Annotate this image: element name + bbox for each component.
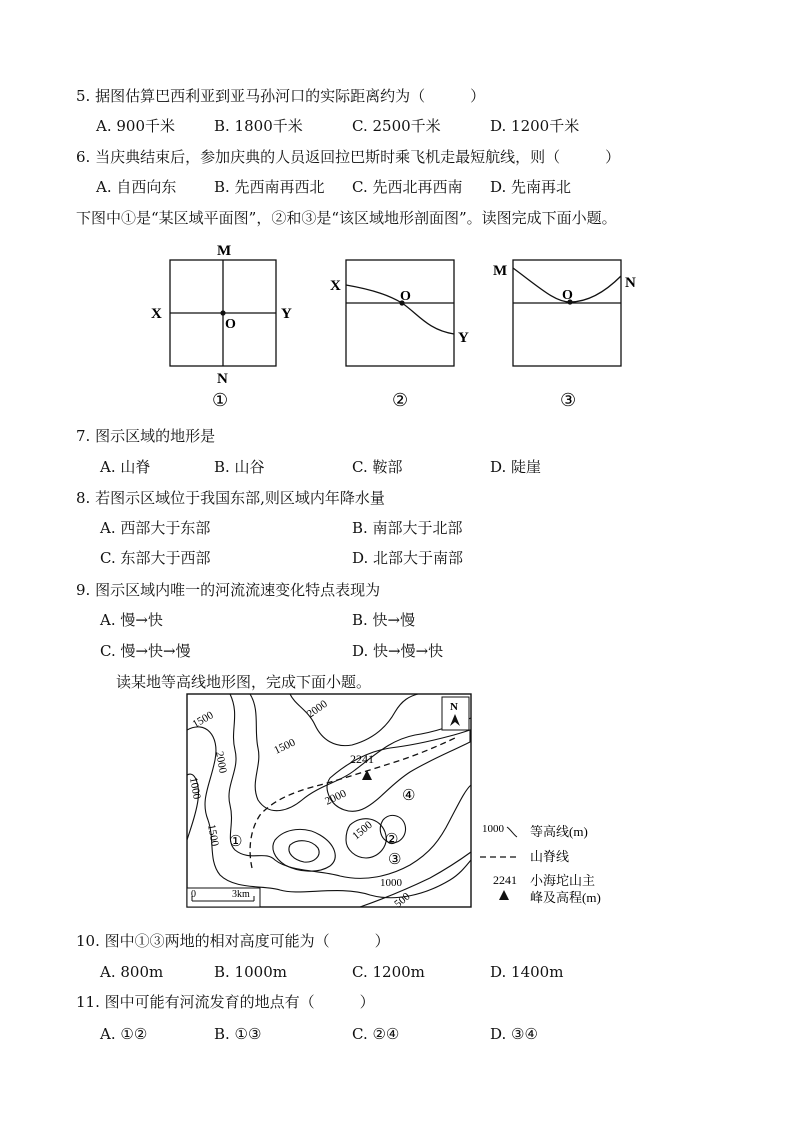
contour-label: 1000 — [187, 776, 203, 801]
q9-option-b: B. 快→慢 — [352, 611, 416, 629]
p2-label-right: Y — [458, 330, 469, 346]
q11-option-d: D. ③④ — [490, 1025, 538, 1043]
point-1: ① — [229, 834, 243, 850]
contour-label: 1500 — [190, 709, 216, 731]
q8-option-b: B. 南部大于北部 — [352, 519, 463, 537]
q8-option-d: D. 北部大于南部 — [352, 549, 464, 567]
contour-map — [180, 690, 620, 920]
p2-label-left: X — [330, 278, 341, 294]
map-legend — [480, 823, 601, 905]
terrain-profile-figure — [140, 238, 660, 413]
legend-peak-label-1: 小海坨山主 — [530, 873, 596, 888]
plan-view-panel — [151, 243, 292, 410]
q10-option-c: C. 1200m — [352, 963, 425, 981]
contour-label: 1500 — [272, 736, 298, 757]
q5-option-d: D. 1200千米 — [490, 117, 580, 135]
scale-end: 3km — [232, 889, 250, 900]
q11-option-b: B. ①③ — [214, 1025, 262, 1043]
contour-label: 2000 — [304, 698, 330, 721]
profile-mn-panel — [493, 260, 636, 410]
q10-option-a: A. 800m — [100, 963, 164, 981]
q5-option-b: B. 1800千米 — [214, 117, 303, 135]
p1-label-top: M — [217, 243, 232, 259]
q11-stem: 11. 图中可能有河流发育的地点有（ ） — [76, 993, 375, 1011]
p1-label-left: X — [151, 306, 162, 322]
scale-start: 0 — [191, 889, 196, 900]
point-3: ③ — [388, 852, 402, 868]
q6-stem: 6. 当庆典结束后，参加庆典的人员返回拉巴斯时乘飞机走最短航线，则（ ） — [76, 148, 621, 166]
q8-stem: 8. 若图示区域位于我国东部,则区域内年降水量 — [76, 489, 385, 507]
q8-option-a: A. 西部大于东部 — [100, 519, 211, 537]
point-2: ② — [385, 832, 399, 848]
contour-label: 1000 — [380, 877, 402, 889]
contour-label: 1500 — [350, 818, 375, 843]
q6-option-c: C. 先西北再西南 — [352, 178, 463, 196]
p3-label-left: M — [493, 263, 508, 279]
legend-peak-value: 2241 — [493, 873, 517, 887]
p1-label-bottom: N — [217, 371, 228, 387]
q7-option-d: D. 陡崖 — [490, 458, 542, 476]
p1-caption: ① — [212, 390, 229, 410]
q11-option-c: C. ②④ — [352, 1025, 400, 1043]
legend-peak-icon — [499, 890, 509, 900]
q6-option-b: B. 先西南再西北 — [214, 178, 325, 196]
contour-label: 500 — [392, 890, 413, 911]
p3-label-center: O — [562, 288, 573, 303]
q9-option-d: D. 快→慢→快 — [352, 642, 444, 660]
q10-option-d: D. 1400m — [490, 963, 564, 981]
point-4: ④ — [402, 788, 416, 804]
q6-option-a: A. 自西向东 — [96, 178, 177, 196]
q5-option-c: C. 2500千米 — [352, 117, 441, 135]
q6-option-d: D. 先南再北 — [490, 178, 572, 196]
q7-option-b: B. 山谷 — [214, 458, 265, 476]
q9-option-a: A. 慢→快 — [100, 611, 163, 629]
legend-ridge-label: 山脊线 — [530, 849, 570, 864]
peak-elevation: 2241 — [350, 752, 374, 766]
q10-stem: 10. 图中①③两地的相对高度可能为（ ） — [76, 932, 390, 950]
q11-option-a: A. ①② — [100, 1025, 148, 1043]
contour-label: 1500 — [205, 823, 221, 848]
p1-label-center: O — [225, 317, 236, 332]
q7-option-a: A. 山脊 — [100, 458, 151, 476]
contour-label: 2000 — [323, 787, 349, 808]
q5-option-a: A. 900千米 — [96, 117, 175, 135]
p2-label-center: O — [400, 289, 411, 304]
legend-contour-label: 等高线(m) — [530, 824, 588, 839]
q8-option-c: C. 东部大于西部 — [100, 549, 211, 567]
p3-caption: ③ — [560, 390, 577, 410]
profile-xy-panel — [330, 260, 469, 410]
p2-caption: ② — [392, 390, 409, 410]
q10-option-b: B. 1000m — [214, 963, 287, 981]
intro-figure-1: 下图中①是“某区域平面图”，②和③是“该区域地形剖面图”。读图完成下面小题。 — [76, 209, 617, 227]
contour-label: 2000 — [213, 750, 229, 775]
q9-stem: 9. 图示区域内唯一的河流流速变化特点表现为 — [76, 581, 381, 599]
q5-stem: 5. 据图估算巴西利亚到亚马孙河口的实际距离约为（ ） — [76, 87, 486, 105]
p3-label-right: N — [625, 275, 636, 291]
q9-option-c: C. 慢→快→慢 — [100, 642, 191, 660]
p1-label-right: Y — [281, 306, 292, 322]
q7-option-c: C. 鞍部 — [352, 458, 403, 476]
q7-stem: 7. 图示区域的地形是 — [76, 427, 216, 445]
north-label: N — [450, 701, 458, 713]
legend-contour-sample: 1000 — [482, 823, 504, 835]
intro-figure-2: 读某地等高线地形图，完成下面小题。 — [116, 673, 372, 691]
legend-peak-label-2: 峰及高程(m) — [530, 890, 601, 905]
